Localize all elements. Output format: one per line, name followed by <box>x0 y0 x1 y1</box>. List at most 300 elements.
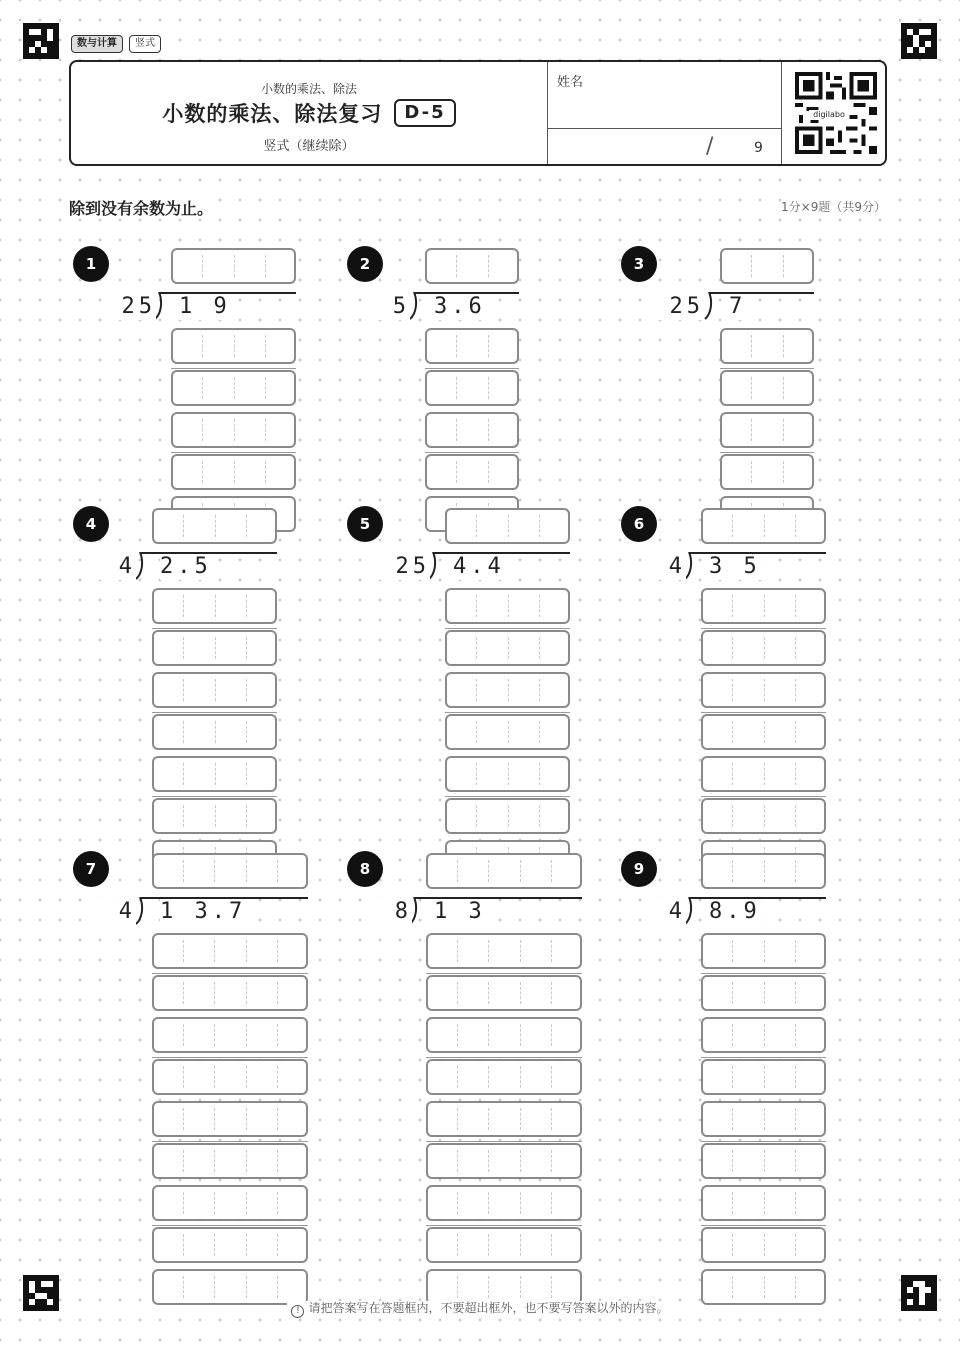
tag-number-calculation: 数与计算 <box>71 35 123 53</box>
box-guide-line <box>732 1024 733 1046</box>
work-box[interactable] <box>720 370 814 406</box>
box-guide-line <box>214 1108 215 1130</box>
subtraction-line <box>171 368 296 369</box>
work-box[interactable] <box>445 630 570 666</box>
box-guide-line <box>732 595 733 617</box>
work-box[interactable] <box>171 328 296 364</box>
subtraction-line <box>152 796 277 797</box>
work-box[interactable] <box>701 1143 826 1179</box>
box-guide-line <box>732 1276 733 1298</box>
work-box[interactable] <box>701 630 826 666</box>
box-guide-line <box>457 1150 458 1172</box>
work-box[interactable] <box>426 1059 582 1095</box>
box-guide-line <box>234 335 235 357</box>
quotient-box[interactable] <box>152 853 308 889</box>
box-guide-line <box>277 860 278 882</box>
work-box[interactable] <box>426 1227 582 1263</box>
box-guide-line <box>214 982 215 1004</box>
box-guide-line <box>764 1066 765 1088</box>
problem-number: 2 <box>347 246 383 282</box>
box-guide-line <box>783 461 784 483</box>
work-box[interactable] <box>426 1185 582 1221</box>
box-guide-line <box>488 1066 489 1088</box>
work-box[interactable] <box>152 975 308 1011</box>
box-guide-line <box>246 679 247 701</box>
box-guide-line <box>795 595 796 617</box>
work-box[interactable] <box>152 672 277 708</box>
work-box[interactable] <box>445 714 570 750</box>
instruction-text: 除到没有余数为止。 <box>69 196 213 219</box>
box-guide-line <box>457 1108 458 1130</box>
dividend: 7 <box>729 294 747 319</box>
work-box[interactable] <box>701 1101 826 1137</box>
box-guide-line <box>795 679 796 701</box>
box-guide-line <box>539 721 540 743</box>
work-box[interactable] <box>152 1101 308 1137</box>
box-guide-line <box>795 1192 796 1214</box>
work-box[interactable] <box>701 798 826 834</box>
box-guide-line <box>732 1234 733 1256</box>
work-box[interactable] <box>425 412 519 448</box>
footer-note: 请把答案写在答题框内，不要超出框外，也不要写答案以外的内容。 <box>308 1301 669 1315</box>
quotient-box[interactable] <box>701 853 826 889</box>
qr-section <box>781 62 888 164</box>
corner-marker-top-right <box>901 23 937 59</box>
box-guide-line <box>751 255 752 277</box>
dividend: 3 5 <box>709 554 761 579</box>
box-guide-line <box>732 805 733 827</box>
box-guide-line <box>456 335 457 357</box>
box-guide-line <box>183 1066 184 1088</box>
subtraction-line <box>425 368 519 369</box>
box-guide-line <box>476 679 477 701</box>
box-guide-line <box>214 1150 215 1172</box>
box-guide-line <box>265 461 266 483</box>
box-guide-line <box>732 515 733 537</box>
work-box[interactable] <box>426 975 582 1011</box>
box-guide-line <box>795 940 796 962</box>
box-guide-line <box>277 1024 278 1046</box>
work-box[interactable] <box>720 454 814 490</box>
work-box[interactable] <box>701 1017 826 1053</box>
box-guide-line <box>457 1024 458 1046</box>
quotient-box[interactable] <box>426 853 582 889</box>
box-guide-line <box>488 1276 489 1298</box>
unit-subtitle: 小数的乘法、除法 <box>260 82 357 96</box>
box-guide-line <box>764 679 765 701</box>
box-guide-line <box>764 515 765 537</box>
box-guide-line <box>246 1276 247 1298</box>
box-guide-line <box>183 1234 184 1256</box>
quotient-box[interactable] <box>445 508 570 544</box>
box-guide-line <box>183 860 184 882</box>
box-guide-line <box>476 637 477 659</box>
box-guide-line <box>456 255 457 277</box>
box-guide-line <box>456 461 457 483</box>
title-section <box>71 62 547 164</box>
box-guide-line <box>183 679 184 701</box>
box-guide-line <box>551 1066 552 1088</box>
box-guide-line <box>732 1108 733 1130</box>
subtraction-line <box>701 796 826 797</box>
box-guide-line <box>246 637 247 659</box>
category-tags <box>69 35 163 53</box>
box-guide-line <box>488 940 489 962</box>
subtraction-line <box>445 628 570 629</box>
box-guide-line <box>215 637 216 659</box>
subtraction-line <box>426 1141 582 1142</box>
work-box[interactable] <box>425 370 519 406</box>
box-guide-line <box>508 637 509 659</box>
box-guide-line <box>551 1234 552 1256</box>
box-guide-line <box>246 982 247 1004</box>
box-guide-line <box>265 419 266 441</box>
work-box[interactable] <box>445 588 570 624</box>
info-icon: ! <box>291 1305 304 1318</box>
box-guide-line <box>277 940 278 962</box>
box-guide-line <box>732 982 733 1004</box>
subtraction-line <box>426 1057 582 1058</box>
box-guide-line <box>183 982 184 1004</box>
division-bracket-icon <box>704 292 714 320</box>
subtraction-line <box>701 1141 826 1142</box>
box-guide-line <box>277 1150 278 1172</box>
quotient-box[interactable] <box>720 248 814 284</box>
box-guide-line <box>795 1234 796 1256</box>
box-guide-line <box>551 1276 552 1298</box>
box-guide-line <box>732 1066 733 1088</box>
dividend: 1 3.7 <box>160 899 247 924</box>
box-guide-line <box>795 805 796 827</box>
box-guide-line <box>751 461 752 483</box>
box-guide-line <box>751 377 752 399</box>
work-box[interactable] <box>445 798 570 834</box>
work-box[interactable] <box>701 1059 826 1095</box>
subtraction-line <box>152 973 308 974</box>
problem-number: 6 <box>621 506 657 542</box>
box-guide-line <box>764 1276 765 1298</box>
box-guide-line <box>764 1150 765 1172</box>
work-box[interactable] <box>152 1059 308 1095</box>
box-guide-line <box>215 595 216 617</box>
box-guide-line <box>277 1108 278 1130</box>
work-box[interactable] <box>171 454 296 490</box>
divisor: 4 <box>96 554 136 580</box>
box-guide-line <box>246 860 247 882</box>
box-guide-line <box>795 515 796 537</box>
box-guide-line <box>488 377 489 399</box>
work-box[interactable] <box>426 933 582 969</box>
box-guide-line <box>215 721 216 743</box>
box-guide-line <box>764 1234 765 1256</box>
box-guide-line <box>215 763 216 785</box>
work-box[interactable] <box>152 1227 308 1263</box>
name-divider <box>548 128 782 129</box>
dividend: 4.4 <box>453 554 505 579</box>
box-guide-line <box>265 335 266 357</box>
page-title: 小数的乘法、除法复习 <box>162 102 383 126</box>
problem-number: 9 <box>621 851 657 887</box>
dividend: 3.6 <box>434 294 486 319</box>
box-guide-line <box>277 982 278 1004</box>
box-guide-line <box>215 679 216 701</box>
divisor: 4 <box>646 899 686 925</box>
box-guide-line <box>234 419 235 441</box>
work-box[interactable] <box>171 412 296 448</box>
box-guide-line <box>764 940 765 962</box>
work-box[interactable] <box>445 756 570 792</box>
box-guide-line <box>246 721 247 743</box>
work-box[interactable] <box>152 630 277 666</box>
work-box[interactable] <box>152 933 308 969</box>
box-guide-line <box>764 860 765 882</box>
box-guide-line <box>246 1192 247 1214</box>
tag-vertical-form: 竖式 <box>129 35 161 53</box>
box-guide-line <box>214 1276 215 1298</box>
box-guide-line <box>476 515 477 537</box>
box-guide-line <box>214 940 215 962</box>
box-guide-line <box>795 637 796 659</box>
work-box[interactable] <box>152 588 277 624</box>
divisor: 25 <box>646 294 704 320</box>
problem-number: 3 <box>621 246 657 282</box>
dividend: 2.5 <box>160 554 212 579</box>
box-guide-line <box>751 335 752 357</box>
box-guide-line <box>795 1276 796 1298</box>
divisor: 4 <box>96 899 136 925</box>
box-guide-line <box>214 1024 215 1046</box>
box-guide-line <box>215 515 216 537</box>
box-guide-line <box>508 763 509 785</box>
box-guide-line <box>457 1192 458 1214</box>
box-guide-line <box>732 860 733 882</box>
divisor: 25 <box>118 294 156 320</box>
box-guide-line <box>508 679 509 701</box>
topic-caption: 竖式（继续除） <box>263 139 355 154</box>
work-box[interactable] <box>426 1143 582 1179</box>
work-box[interactable] <box>701 756 826 792</box>
work-box[interactable] <box>445 672 570 708</box>
quotient-box[interactable] <box>701 508 826 544</box>
work-box[interactable] <box>425 454 519 490</box>
box-guide-line <box>215 805 216 827</box>
work-box[interactable] <box>425 328 519 364</box>
box-guide-line <box>551 1192 552 1214</box>
work-box[interactable] <box>152 1017 308 1053</box>
name-label: 姓名 <box>557 75 584 90</box>
box-guide-line <box>265 255 266 277</box>
division-bar <box>709 292 814 294</box>
footer <box>0 1299 960 1318</box>
box-guide-line <box>551 1150 552 1172</box>
dividend: 8.9 <box>709 899 761 924</box>
work-box[interactable] <box>152 714 277 750</box>
box-guide-line <box>539 805 540 827</box>
box-guide-line <box>202 377 203 399</box>
box-guide-line <box>183 637 184 659</box>
subtraction-line <box>152 712 277 713</box>
box-guide-line <box>764 1024 765 1046</box>
box-guide-line <box>783 377 784 399</box>
box-guide-line <box>732 940 733 962</box>
work-box[interactable] <box>720 328 814 364</box>
subtraction-line <box>720 452 814 453</box>
box-guide-line <box>520 982 521 1004</box>
box-guide-line <box>539 595 540 617</box>
box-guide-line <box>795 1108 796 1130</box>
box-guide-line <box>202 335 203 357</box>
box-guide-line <box>246 1108 247 1130</box>
problem-number: 4 <box>73 506 109 542</box>
box-guide-line <box>732 763 733 785</box>
box-guide-line <box>488 419 489 441</box>
box-guide-line <box>795 982 796 1004</box>
work-box[interactable] <box>152 1185 308 1221</box>
work-box[interactable] <box>426 1017 582 1053</box>
box-guide-line <box>764 1108 765 1130</box>
subtraction-line <box>152 628 277 629</box>
box-guide-line <box>488 1234 489 1256</box>
subtraction-line <box>701 1057 826 1058</box>
box-guide-line <box>246 1066 247 1088</box>
box-guide-line <box>457 940 458 962</box>
box-guide-line <box>476 721 477 743</box>
name-section <box>547 62 782 164</box>
worksheet-code: D-5 <box>394 99 455 127</box>
work-box[interactable] <box>701 1185 826 1221</box>
divisor: 4 <box>646 554 686 580</box>
division-bracket-icon <box>409 292 419 320</box>
box-guide-line <box>551 982 552 1004</box>
corner-marker-top-left <box>23 23 59 59</box>
box-guide-line <box>183 515 184 537</box>
box-guide-line <box>520 860 521 882</box>
box-guide-line <box>783 419 784 441</box>
work-box[interactable] <box>152 798 277 834</box>
box-guide-line <box>795 860 796 882</box>
work-box[interactable] <box>701 975 826 1011</box>
box-guide-line <box>783 255 784 277</box>
box-guide-line <box>457 860 458 882</box>
box-guide-line <box>214 1192 215 1214</box>
box-guide-line <box>214 1234 215 1256</box>
box-guide-line <box>520 1150 521 1172</box>
box-guide-line <box>457 1234 458 1256</box>
box-guide-line <box>246 595 247 617</box>
box-guide-line <box>520 1066 521 1088</box>
box-guide-line <box>246 1234 247 1256</box>
work-box[interactable] <box>426 1101 582 1137</box>
box-guide-line <box>488 1108 489 1130</box>
box-guide-line <box>764 1192 765 1214</box>
box-guide-line <box>183 805 184 827</box>
subtraction-line <box>426 1225 582 1226</box>
box-guide-line <box>520 1234 521 1256</box>
box-guide-line <box>202 461 203 483</box>
subtraction-line <box>445 712 570 713</box>
division-bracket-icon <box>135 552 145 580</box>
box-guide-line <box>795 1024 796 1046</box>
box-guide-line <box>488 335 489 357</box>
work-box[interactable] <box>701 672 826 708</box>
box-guide-line <box>539 763 540 785</box>
work-box[interactable] <box>701 588 826 624</box>
box-guide-line <box>457 1276 458 1298</box>
box-guide-line <box>456 419 457 441</box>
divisor: 8 <box>372 899 412 925</box>
box-guide-line <box>456 377 457 399</box>
box-guide-line <box>488 1024 489 1046</box>
box-guide-line <box>488 255 489 277</box>
box-guide-line <box>246 763 247 785</box>
box-guide-line <box>551 1024 552 1046</box>
box-guide-line <box>764 721 765 743</box>
box-guide-line <box>488 1150 489 1172</box>
box-guide-line <box>202 255 203 277</box>
box-guide-line <box>520 1276 521 1298</box>
work-box[interactable] <box>171 370 296 406</box>
work-box[interactable] <box>720 412 814 448</box>
quotient-box[interactable] <box>171 248 296 284</box>
box-guide-line <box>764 982 765 1004</box>
work-box[interactable] <box>152 756 277 792</box>
box-guide-line <box>183 763 184 785</box>
subtraction-line <box>720 368 814 369</box>
quotient-box[interactable] <box>152 508 277 544</box>
box-guide-line <box>764 763 765 785</box>
points-info: 1分×9题（共9分） <box>781 200 886 214</box>
work-box[interactable] <box>152 1143 308 1179</box>
box-guide-line <box>551 940 552 962</box>
box-guide-line <box>488 860 489 882</box>
work-box[interactable] <box>701 714 826 750</box>
box-guide-line <box>508 595 509 617</box>
box-guide-line <box>764 805 765 827</box>
box-guide-line <box>183 721 184 743</box>
problem-number: 7 <box>73 851 109 887</box>
box-guide-line <box>277 1234 278 1256</box>
box-guide-line <box>214 1066 215 1088</box>
box-guide-line <box>183 595 184 617</box>
box-guide-line <box>457 1066 458 1088</box>
subtraction-line <box>701 973 826 974</box>
box-guide-line <box>795 763 796 785</box>
box-guide-line <box>508 805 509 827</box>
box-guide-line <box>732 679 733 701</box>
subtraction-line <box>152 1225 308 1226</box>
box-guide-line <box>539 679 540 701</box>
worksheet-header <box>69 60 887 166</box>
box-guide-line <box>551 1108 552 1130</box>
box-guide-line <box>234 255 235 277</box>
box-guide-line <box>202 419 203 441</box>
box-guide-line <box>551 860 552 882</box>
box-guide-line <box>795 1150 796 1172</box>
quotient-box[interactable] <box>425 248 519 284</box>
score-slash: / <box>706 134 714 159</box>
division-bracket-icon <box>135 897 145 925</box>
box-guide-line <box>246 515 247 537</box>
box-guide-line <box>457 982 458 1004</box>
box-guide-line <box>246 1024 247 1046</box>
work-box[interactable] <box>701 1227 826 1263</box>
problem-number: 8 <box>347 851 383 887</box>
work-box[interactable] <box>701 933 826 969</box>
subtraction-line <box>171 452 296 453</box>
box-guide-line <box>732 721 733 743</box>
box-guide-line <box>783 335 784 357</box>
box-guide-line <box>476 805 477 827</box>
